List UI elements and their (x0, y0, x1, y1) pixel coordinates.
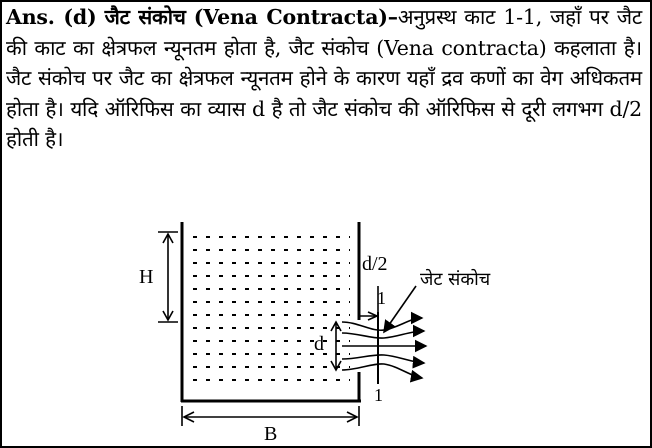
label-section-bottom: 1 (374, 385, 383, 405)
label-d: d (314, 333, 324, 355)
liquid-fill (190, 230, 350, 392)
label-H: H (139, 266, 154, 288)
term-hindi: जैट संकोच (104, 5, 186, 29)
term-dash: – (387, 5, 398, 29)
answer-label: Ans. (d) (6, 5, 97, 29)
term-english: (Vena Contracta) (193, 5, 388, 29)
answer-text: अनुप्रस्थ काट 1-1, जहाँ पर जैट की काट का क्षेत्रफल न्यूनतम होता है, जैट संकोच (Vena contracta) कहलाता है। जैट संकोच पर जैट का क्षेत्रफल न्यूनतम होने के कारण यहाँ द्रव कणों का वेग अधिकतम होता है। यदि ऑरिफिस का व्यास d है तो जैट संकोच की ऑरिफिस से दूरी लगभग d/2 होती है। (6, 5, 642, 151)
d-half-dimension (360, 286, 378, 326)
jet-streamlines (342, 318, 426, 378)
label-vena-contracta: जेट संकोच (420, 269, 491, 290)
label-B: B (264, 423, 278, 445)
label-d-half: d/2 (362, 253, 388, 275)
label-section-top: 1 (377, 288, 386, 308)
height-dimension (158, 232, 178, 322)
